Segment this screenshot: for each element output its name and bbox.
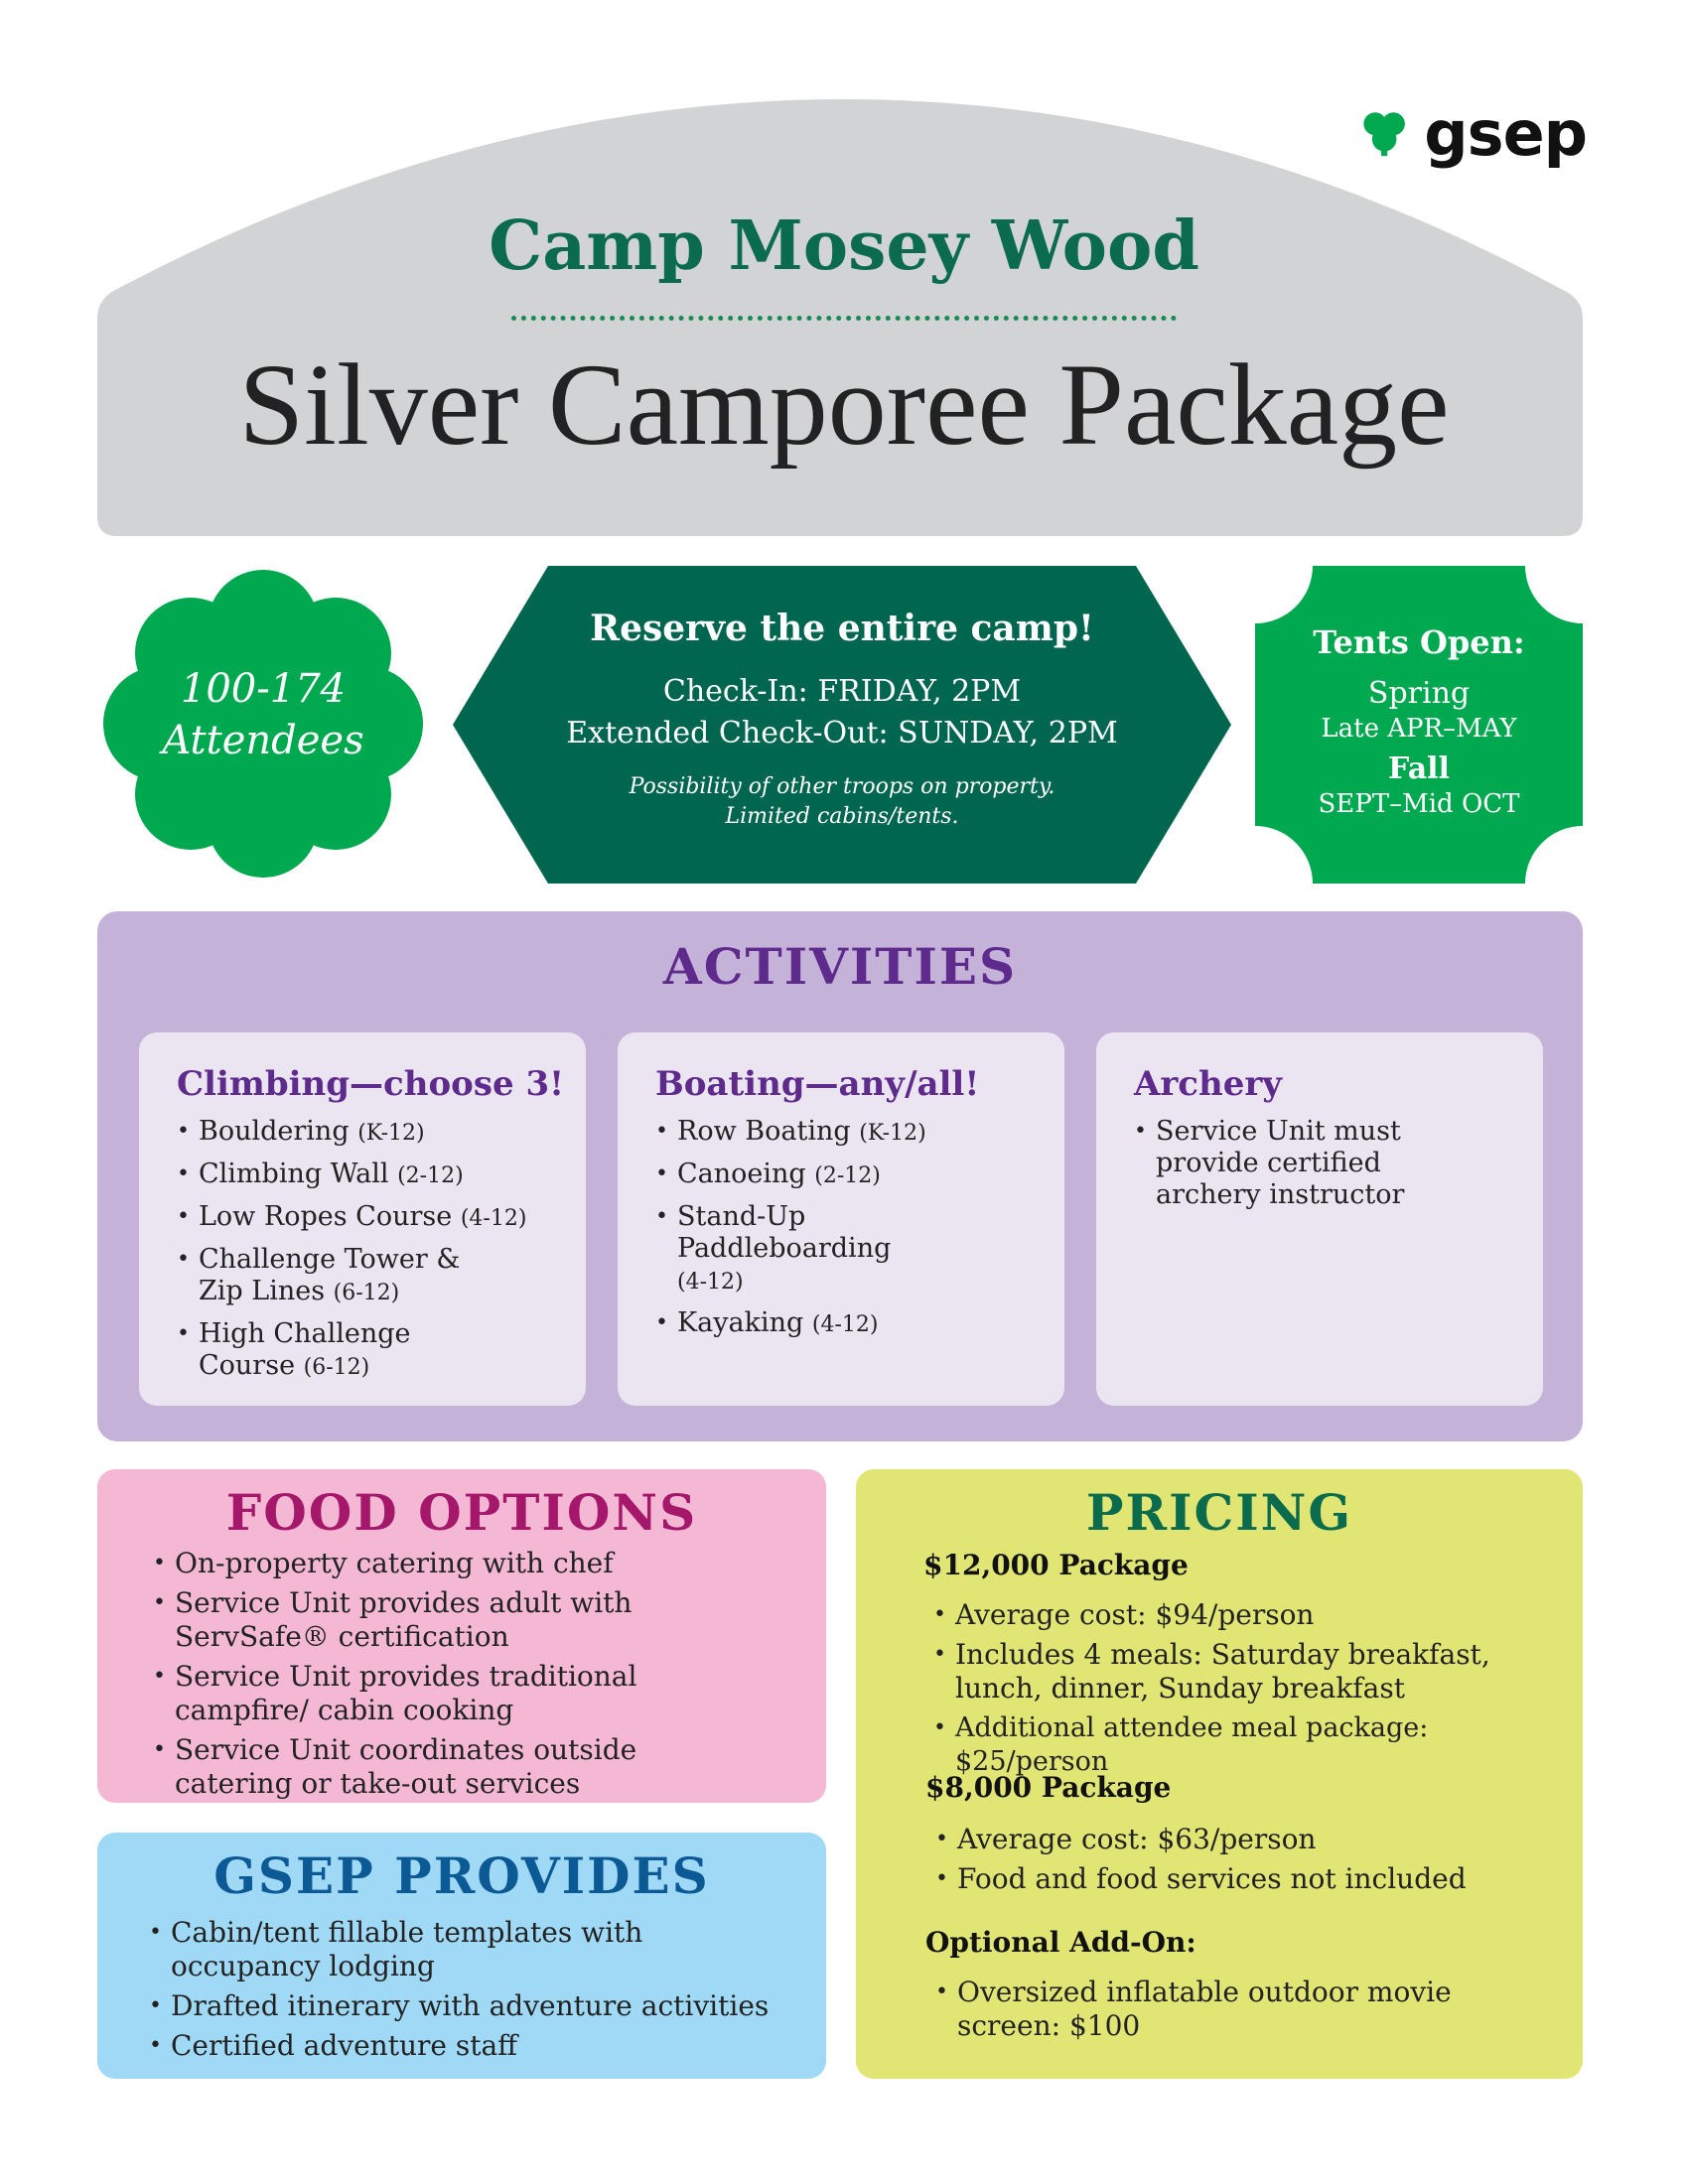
list-item: • Service Unit provides traditional campfire/ cabin cooking [153, 1660, 751, 1727]
gsep-logo [1358, 93, 1587, 173]
list-item: • Average cost: $63/person [935, 1823, 1571, 1856]
archery-heading: Archery [1134, 1064, 1283, 1104]
optional-addon-heading: Optional Add-On: [925, 1926, 1196, 1959]
package-8000-list [935, 1823, 1571, 1902]
list-item: • Additional attendee meal package: $25/person [933, 1711, 1569, 1779]
list-item: • Service Unit must provide certified archery instructor [1134, 1116, 1493, 1211]
optional-addon-list [935, 1976, 1571, 2049]
list-item: • Certified adventure staff [149, 2029, 794, 2063]
package-12000-list [933, 1598, 1569, 1785]
climbing-card [139, 1032, 586, 1406]
activities-title: ACTIVITIES [662, 937, 1018, 996]
package-8000-heading: $8,000 Package [925, 1771, 1172, 1804]
tents-title: Tents Open: [1313, 623, 1525, 661]
list-item: • Service Unit provides adult with ServSafe® certification [153, 1586, 731, 1654]
climbing-heading: Climbing—choose 3! [177, 1064, 565, 1104]
list-item: • Average cost: $94/person [933, 1598, 1569, 1632]
list-item: • Kayaking (4-12) [655, 1307, 1064, 1341]
check-in-text: Check-In: FRIDAY, 2PM [662, 674, 1022, 709]
boating-list [618, 1116, 1064, 1341]
camp-name: Camp Mosey Wood [489, 206, 1199, 286]
list-item: • Canoeing (2-12) [655, 1159, 1064, 1192]
trefoil-icon [1358, 101, 1410, 165]
list-item: • Stand-Up Paddleboarding (4-12) [655, 1201, 886, 1298]
list-item: • Row Boating (K-12) [655, 1116, 1064, 1150]
list-item: • Climbing Wall (2-12) [177, 1159, 586, 1192]
dotted-divider [511, 316, 1177, 321]
tents-content [1255, 623, 1583, 826]
check-out-text: Extended Check-Out: SUNDAY, 2PM [566, 716, 1118, 751]
logo-wordmark: gsep [1424, 96, 1587, 170]
list-item: • Food and food services not included [935, 1862, 1571, 1896]
list-item: • Oversized inflatable outdoor movie screen: $100 [935, 1976, 1454, 2043]
season-fall: Fall [1388, 751, 1450, 786]
food-options-list [153, 1547, 788, 1807]
list-item: • High Challenge Course (6-12) [177, 1318, 417, 1384]
gsep-provides-list [149, 1916, 794, 2069]
season-spring: Spring [1367, 676, 1471, 711]
attendees-text [97, 663, 429, 766]
list-item: • On-property catering with chef [153, 1547, 788, 1580]
list-item: • Bouldering (K-12) [177, 1116, 586, 1150]
food-options-title: FOOD OPTIONS [225, 1483, 698, 1542]
list-item: • Low Ropes Course (4-12) [177, 1201, 586, 1235]
reserve-note-limited: Limited cabins/tents. [725, 804, 959, 829]
attendees-label: Attendees [162, 718, 364, 763]
season-fall-dates: SEPT–Mid OCT [1318, 789, 1520, 819]
list-item: • Includes 4 meals: Saturday breakfast, lunch, dinner, Sunday breakfast [933, 1638, 1551, 1706]
climbing-list [139, 1116, 586, 1384]
list-item: • Challenge Tower & Zip Lines (6-12) [177, 1244, 487, 1309]
reserve-title: Reserve the entire camp! [590, 608, 1094, 649]
list-item: • Service Unit coordinates outside catering or take-out services [153, 1733, 731, 1801]
reserve-note-other-troops: Possibility of other troops on property. [629, 774, 1055, 799]
archery-list [1096, 1116, 1543, 1211]
package-title: Silver Camporee Package [238, 340, 1450, 470]
boating-heading: Boating—any/all! [655, 1064, 980, 1104]
reserve-content [453, 608, 1231, 832]
boating-card [618, 1032, 1064, 1406]
list-item: • Cabin/tent fillable templates with occupancy lodging [149, 1916, 647, 1983]
pricing-title: PRICING [1085, 1483, 1353, 1542]
gsep-provides-title: GSEP PROVIDES [213, 1846, 710, 1905]
season-spring-dates: Late APR–MAY [1321, 714, 1517, 744]
package-12000-heading: $12,000 Package [923, 1549, 1189, 1581]
archery-card [1096, 1032, 1543, 1406]
list-item: • Drafted itinerary with adventure activities [149, 1989, 794, 2023]
attendees-count: 100-174 [180, 666, 347, 712]
